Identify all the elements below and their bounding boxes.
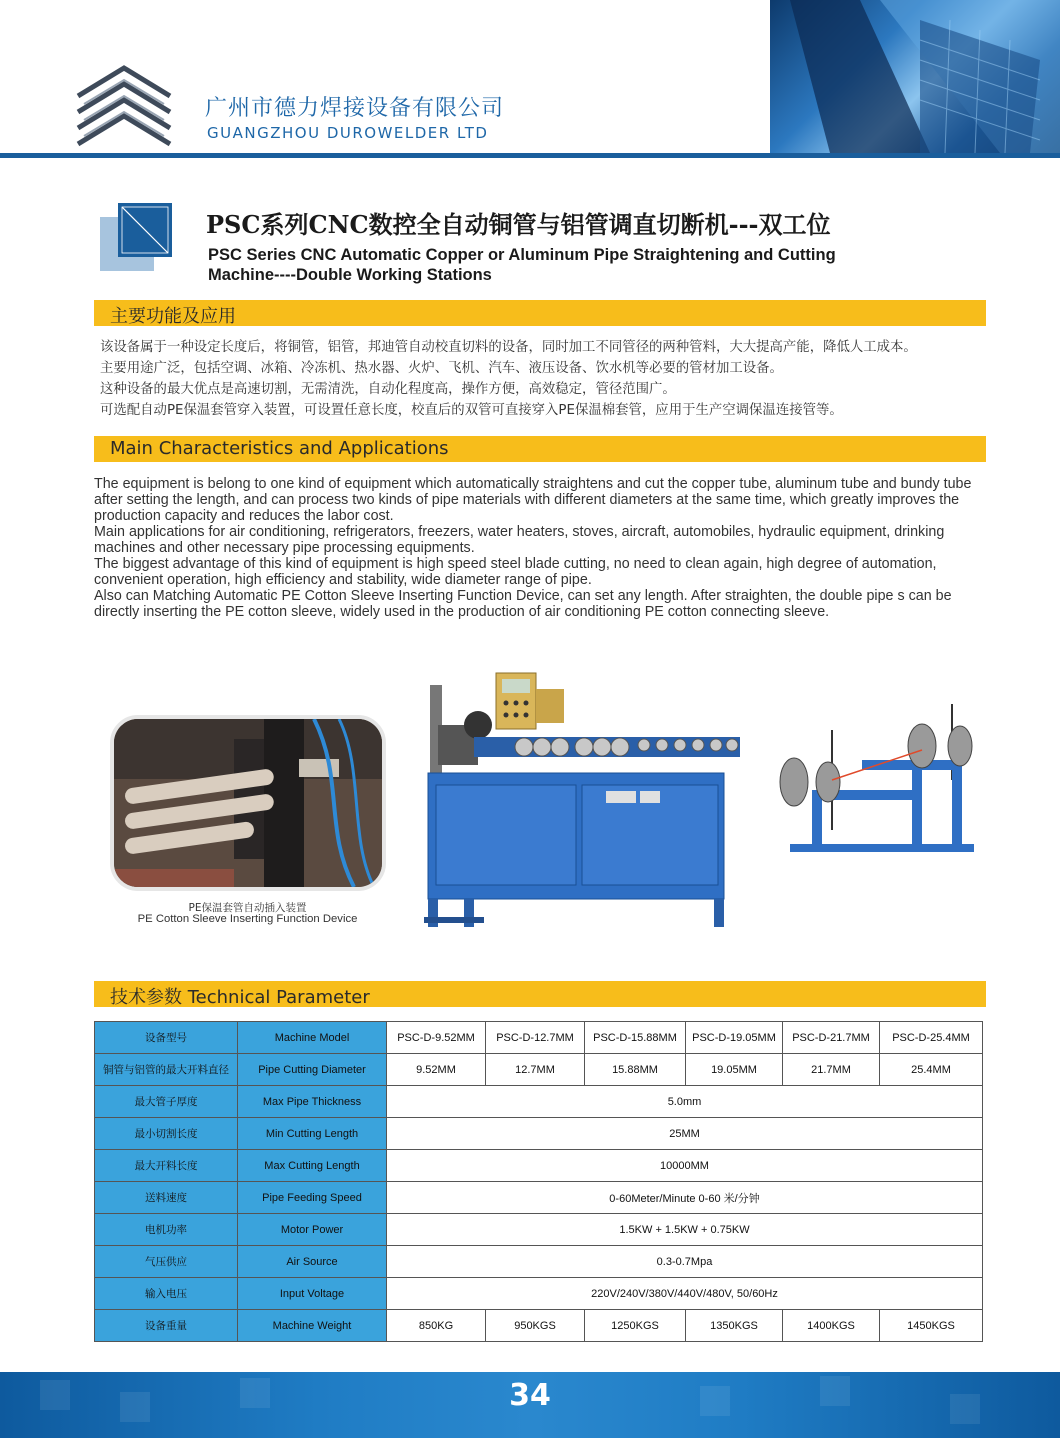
table-cell: PSC-D-25.4MM xyxy=(880,1022,983,1054)
company-name-cn: 广州市德力焊接设备有限公司 xyxy=(205,96,505,121)
row-label-cn: 最大管子厚度 xyxy=(95,1086,238,1118)
company-name-en: GUANGZHOU DUROWELDER LTD xyxy=(207,124,489,142)
table-row xyxy=(95,1054,983,1086)
table-cell: 9.52MM xyxy=(387,1054,486,1086)
header-divider xyxy=(0,153,1060,158)
title-square-dark xyxy=(118,203,172,257)
row-label-cn: 最大开料长度 xyxy=(95,1150,238,1182)
row-label-cn: 输入电压 xyxy=(95,1278,238,1310)
table-cell-merged: 25MM xyxy=(387,1118,983,1150)
row-label-en: Pipe Cutting Diameter xyxy=(238,1054,387,1086)
photo-caption-cn: PE保温套管自动插入装置 xyxy=(188,902,307,914)
table-row xyxy=(95,1214,983,1246)
row-label-en: Pipe Feeding Speed xyxy=(238,1182,387,1214)
table-cell-merged: 10000MM xyxy=(387,1150,983,1182)
table-row xyxy=(95,1182,983,1214)
table-cell: 1250KGS xyxy=(585,1310,686,1342)
row-label-cn: 气压供应 xyxy=(95,1246,238,1278)
description-en-paragraph: The biggest advantage of this kind of equipment is high speed steel blade cutting, no need to clean again, high degree of automation, convenient operation, high efficiency and stability, wide diameter range of pipe. xyxy=(94,556,937,588)
row-label-en: Machine Model xyxy=(238,1022,387,1054)
description-cn-line: 这种设备的最大优点是高速切割，无需清洗，自动化程度高，操作方便，高效稳定，管径范围广。 xyxy=(100,382,676,397)
pe-sleeve-device-photo xyxy=(110,715,386,891)
table-row xyxy=(95,1086,983,1118)
description-cn-line: 可选配自动PE保温套管穿入装置，可设置任意长度，校直后的双管可直接穿入PE保温棉套管，应用于生产空调保温连接管等。 xyxy=(100,403,843,418)
description-en-paragraph: Main applications for air conditioning, refrigerators, freezers, water heaters, stoves, aircraft, automobiles, hydraulic equipment, drinking machines and other necessary pipe processing equipments. xyxy=(94,524,945,556)
table-cell: 1450KGS xyxy=(880,1310,983,1342)
table-cell: PSC-D-19.05MM xyxy=(686,1022,783,1054)
table-cell: PSC-D-9.52MM xyxy=(387,1022,486,1054)
table-cell: PSC-D-21.7MM xyxy=(783,1022,880,1054)
table-cell: 25.4MM xyxy=(880,1054,983,1086)
description-cn-line: 主要用途广泛，包括空调、冰箱、冷冻机、热水器、火炉、飞机、汽车、液压设备、饮水机等必要的管材加工设备。 xyxy=(100,361,783,376)
company-logo xyxy=(74,64,174,158)
section-heading-params xyxy=(94,981,986,1007)
table-row xyxy=(95,1310,983,1342)
table-cell: 12.7MM xyxy=(486,1054,585,1086)
row-label-cn: 电机功率 xyxy=(95,1214,238,1246)
table-cell: 1350KGS xyxy=(686,1310,783,1342)
straightening-machine-photo xyxy=(424,665,740,929)
row-label-en: Min Cutting Length xyxy=(238,1118,387,1150)
table-row xyxy=(95,1246,983,1278)
table-cell-merged: 5.0mm xyxy=(387,1086,983,1118)
table-cell: 19.05MM xyxy=(686,1054,783,1086)
table-cell-merged: 220V/240V/380V/440V/480V, 50/60Hz xyxy=(387,1278,983,1310)
description-en xyxy=(94,476,994,620)
section-heading-en-text: Main Characteristics and Applications xyxy=(110,438,449,459)
table-row xyxy=(95,1118,983,1150)
table-row xyxy=(95,1150,983,1182)
pipe-reel-stand-photo xyxy=(772,700,980,860)
table-row xyxy=(95,1278,983,1310)
row-label-cn: 送料速度 xyxy=(95,1182,238,1214)
table-cell-merged: 0-60Meter/Minute 0-60 米/分钟 xyxy=(387,1182,983,1214)
description-cn xyxy=(100,337,1030,421)
row-label-en: Max Cutting Length xyxy=(238,1150,387,1182)
table-cell: 850KG xyxy=(387,1310,486,1342)
row-label-en: Max Pipe Thickness xyxy=(238,1086,387,1118)
section-heading-params-text: 技术参数 Technical Parameter xyxy=(110,987,370,1008)
header-building-photo xyxy=(770,0,1060,153)
row-label-en: Air Source xyxy=(238,1246,387,1278)
table-cell: 1400KGS xyxy=(783,1310,880,1342)
photo-caption-en: PE Cotton Sleeve Inserting Function Device xyxy=(137,913,358,925)
row-label-cn: 铜管与铝管的最大开料直径 xyxy=(95,1054,238,1086)
page-title-cn: PSC系列CNC数控全自动铜管与铝管调直切断机---双工位 xyxy=(206,210,831,239)
table-row xyxy=(95,1022,983,1054)
table-cell: 15.88MM xyxy=(585,1054,686,1086)
row-label-cn: 设备型号 xyxy=(95,1022,238,1054)
page-title-en-line2: Machine----Double Working Stations xyxy=(208,266,492,284)
description-en-paragraph: Also can Matching Automatic PE Cotton Sleeve Inserting Function Device, can set any length. After straighten, the double pipe s can be directly inserting the PE cotton sleeve, widely used in the production of air conditioning PE cotton connecting sleeve. xyxy=(94,588,952,620)
table-cell: 21.7MM xyxy=(783,1054,880,1086)
table-cell: PSC-D-12.7MM xyxy=(486,1022,585,1054)
row-label-en: Motor Power xyxy=(238,1214,387,1246)
page-number: 34 xyxy=(509,1378,551,1413)
description-cn-line: 该设备属于一种设定长度后，将铜管，铝管，邦迪管自动校直切料的设备，同时加工不同管径的两种管料，大大提高产能，降低人工成本。 xyxy=(100,340,917,355)
table-cell-merged: 0.3-0.7Mpa xyxy=(387,1246,983,1278)
row-label-en: Machine Weight xyxy=(238,1310,387,1342)
page-title-en-line1: PSC Series CNC Automatic Copper or Aluminum Pipe Straightening and Cutting xyxy=(208,246,836,264)
description-en-paragraph: The equipment is belong to one kind of equipment which automatically straightens and cut the copper tube, aluminum tube and bundy tube after setting the length, and can process two kinds of pipe materials with different diameters at the same time, which greatly improves the production capacity and reduces the labor cost. xyxy=(94,476,972,524)
section-heading-en xyxy=(94,436,986,462)
section-heading-cn xyxy=(94,300,986,326)
page-title-en xyxy=(208,245,968,285)
table-cell: PSC-D-15.88MM xyxy=(585,1022,686,1054)
table-cell: 950KGS xyxy=(486,1310,585,1342)
row-label-en: Input Voltage xyxy=(238,1278,387,1310)
technical-parameter-table xyxy=(94,1021,983,1342)
section-heading-cn-text: 主要功能及应用 xyxy=(110,306,236,327)
row-label-cn: 设备重量 xyxy=(95,1310,238,1342)
row-label-cn: 最小切割长度 xyxy=(95,1118,238,1150)
table-cell-merged: 1.5KW + 1.5KW + 0.75KW xyxy=(387,1214,983,1246)
